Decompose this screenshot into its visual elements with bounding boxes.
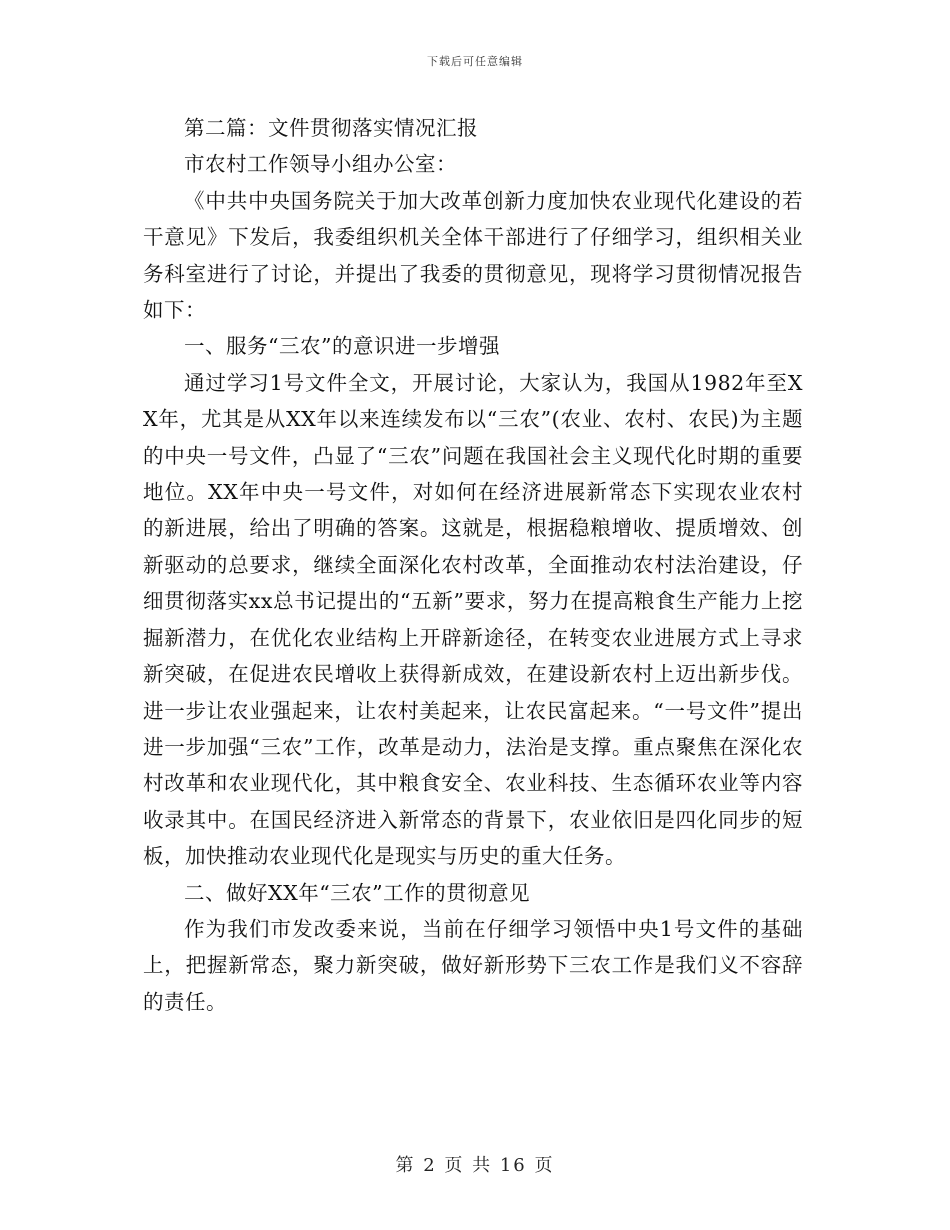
section-heading-1: 一、服务“三农”的意识进一步增强 — [184, 334, 500, 359]
body-paragraph: 通过学习1号文件全文，开展讨论，大家认为，我国从1982年至XX年，尤其是从XX年以来连续发布以“三农”(农业、农村、农民)为主题的中央一号文件，凸显了“三农”问题在我国社会主义现代化时期的重要地位。XX年中央一号文件，对如何在经济进展新常态下实现农业农村的新进展，给出了明确的答案。这就是，根据稳粮增收、提质增效、创新驱动的总要求，继续全面深化农村改革，全面推动农村法治建设，仔细贯彻落实xx总书记提出的“五新”要求，努力在提高粮食生产能力上挖掘新潜力，在优化农业结构上开辟新途径，在转变农业进展方式上寻求新突破，在促进农民增收上获得新成效，在建设新农村上迈出新步伐。进一步让农业强起来，让农村美起来，让农民富起来。“一号文件”提出进一步加强“三农”工作，改革是动力，法治是支撑。重点聚焦在深化农村改革和农业现代化，其中粮食安全、农业科技、生态循环农业等内容收录其中。在国民经济进入新常态的背景下，农业依旧是四化同步的短板，加快推动农业现代化是现实与历史的重大任务。 — [143, 370, 803, 869]
section-heading-2: 二、做好XX年“三农”工作的贯彻意见 — [184, 880, 531, 905]
document-title: 第二篇：文件贯彻落实情况汇报 — [184, 116, 478, 140]
page-header: 下载后可任意编辑 — [427, 55, 523, 68]
page-footer: 第 2 页 共 16 页 — [395, 1155, 555, 1176]
intro-paragraph: 《中共中央国务院关于加大改革创新力度加快农业现代化建设的若干意见》下发后，我委组织机关全体干部进行了仔细学习，组织相关业务科室进行了讨论，并提出了我委的贯彻意见，现将学习贯彻情况报告如下： — [143, 188, 803, 323]
addressee-line: 市农村工作领导小组办公室： — [184, 152, 457, 177]
body-paragraph: 作为我们市发改委来说，当前在仔细学习领悟中央1号文件的基础上，把握新常态，聚力新突破，做好新形势下三农工作是我们义不容辞的责任。 — [143, 916, 803, 1014]
document-body — [143, 110, 803, 1020]
